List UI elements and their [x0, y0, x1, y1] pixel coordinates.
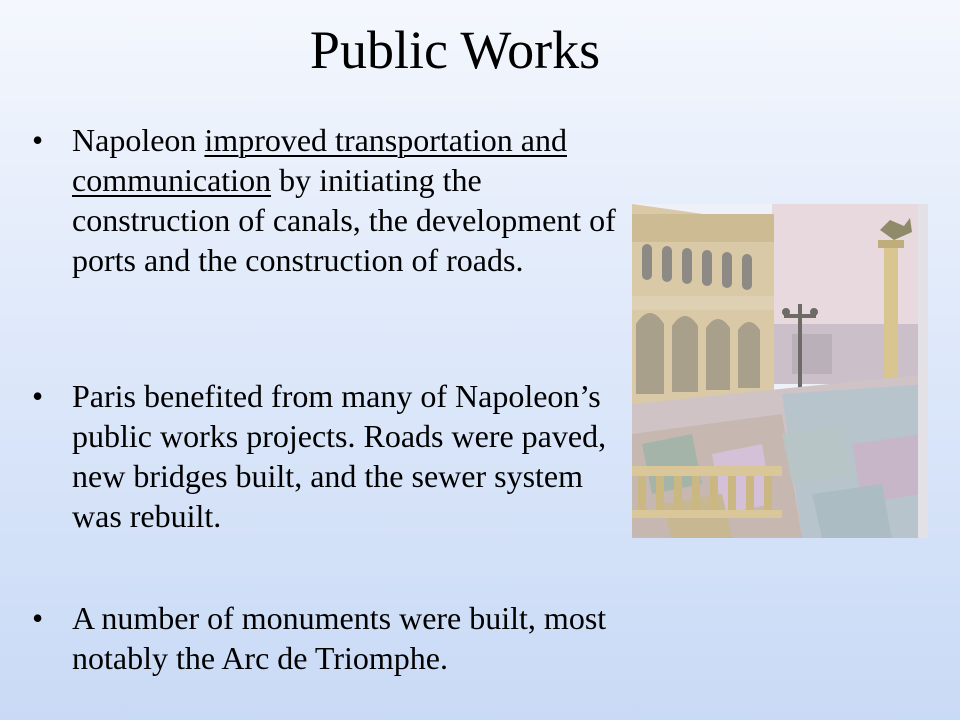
- venice-piazza-icon: [632, 204, 928, 538]
- bullet-dot: •: [32, 122, 44, 158]
- bullet-1-rest: by initiating the construction of canals, the development of ports and the construction of roads.: [72, 162, 616, 278]
- bullet-dot: •: [32, 378, 44, 414]
- bullet-text-2: Paris benefited from many of Napoleon’s public works projects. Roads were paved, new bridges built, and the sewer system was rebuilt.: [72, 378, 607, 534]
- bullet-1-lead: Napoleon: [72, 122, 205, 158]
- slide-title: Public Works: [309, 20, 601, 80]
- bullet-dot: •: [32, 600, 44, 636]
- bullet-1-underlined: improved transportation and communication: [72, 122, 567, 198]
- bullet-text-3: A number of monuments were built, most notably the Arc de Triomphe.: [72, 600, 607, 676]
- venice-piazza-image: [632, 204, 928, 538]
- bullet-text-1: [72, 120, 632, 280]
